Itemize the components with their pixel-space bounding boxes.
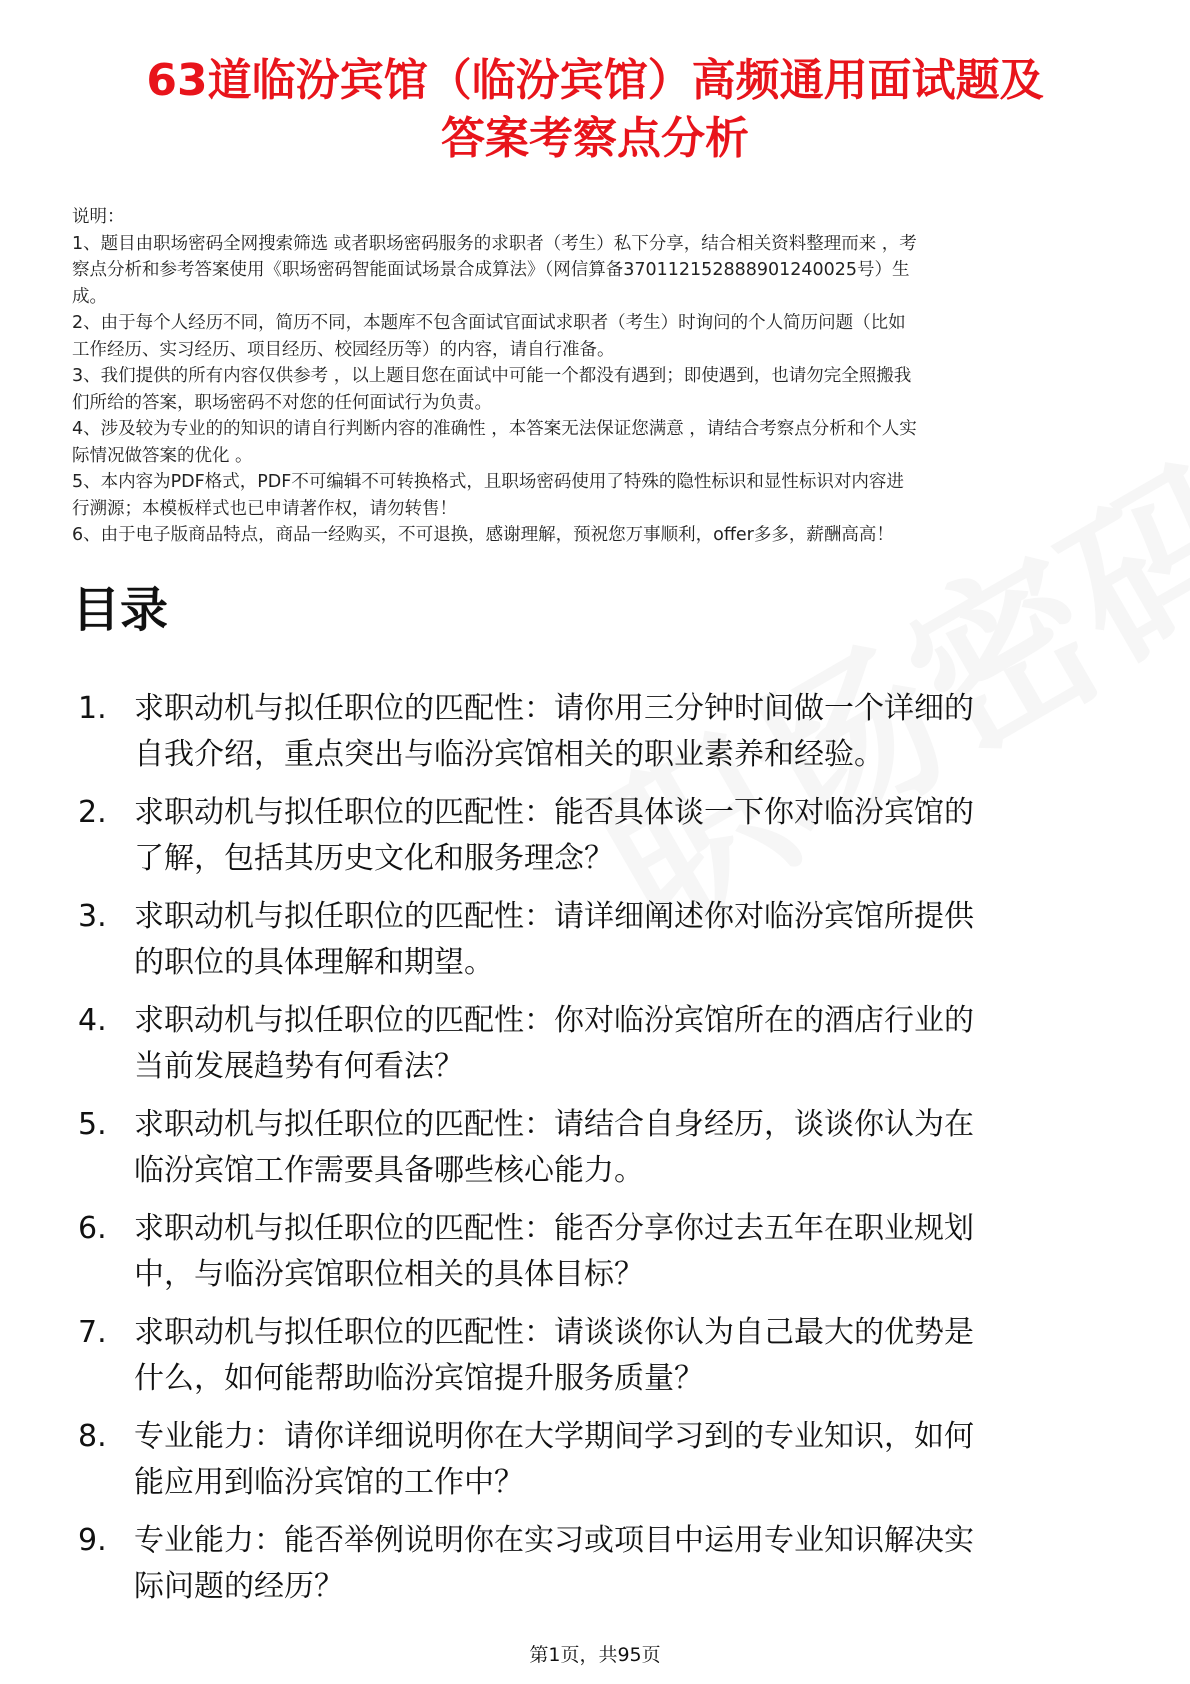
note-line: 工作经历、实习经历、项目经历、校园经历等）的内容，请自行准备。 — [72, 339, 615, 360]
title-line-1: 63道临汾宾馆（临汾宾馆）高频通用面试题及 — [146, 55, 1044, 106]
toc-number: 2. — [78, 795, 107, 830]
toc-number: 9. — [78, 1523, 107, 1558]
toc-item-3[interactable] — [72, 894, 1132, 986]
toc-item-6[interactable] — [72, 1206, 1132, 1298]
toc-text: 求职动机与拟任职位的匹配性：请谈谈你认为自己最大的优势是 什么，如何能帮助临汾宾馆提升服务质量？ — [134, 1315, 974, 1396]
note-line: 说明： — [72, 207, 125, 227]
toc-text: 求职动机与拟任职位的匹配性：请详细阐述你对临汾宾馆所提供 的职位的具体理解和期望。 — [134, 899, 974, 980]
note-line: 6、由于电子版商品特点，商品一经购买，不可退换，感谢理解，预祝您万事顺利，offer多多，薪酬高高！ — [72, 525, 894, 545]
note-line: 4、涉及较为专业的的知识的请自行判断内容的准确性 ，本答案无法保证您满意 ，请结合考察点分析和个人实 — [72, 419, 917, 439]
note-line: 1、题目由职场密码全网搜索筛选 或者职场密码服务的求职者（考生）私下分享，结合相关资料整理而来 ，考 — [72, 233, 917, 254]
toc-text: 求职动机与拟任职位的匹配性：能否具体谈一下你对临汾宾馆的 了解，包括其历史文化和服务理念？ — [134, 795, 974, 876]
toc-text: 专业能力：能否举例说明你在实习或项目中运用专业知识解决实 际问题的经历？ — [134, 1523, 974, 1604]
note-line: 成。 — [72, 286, 107, 307]
document-title — [60, 52, 1130, 168]
toc-heading: 目录 — [72, 582, 169, 638]
page-footer: 第1页，共95页 — [529, 1644, 661, 1666]
note-line: 际情况做答案的优化 。 — [72, 445, 253, 466]
toc-text: 求职动机与拟任职位的匹配性：能否分享你过去五年在职业规划 中，与临汾宾馆职位相关的具体目标？ — [134, 1211, 974, 1292]
toc-item-9[interactable] — [72, 1518, 1132, 1610]
toc-number: 4. — [78, 1003, 107, 1038]
title-line-2: 答案考察点分析 — [441, 113, 749, 164]
toc-item-1[interactable] — [72, 686, 1132, 778]
toc-number: 1. — [78, 691, 107, 726]
toc-text: 专业能力：请你详细说明你在大学期间学习到的专业知识，如何 能应用到临汾宾馆的工作中？ — [134, 1419, 974, 1500]
toc-number: 5. — [78, 1107, 107, 1142]
toc-number: 6. — [78, 1211, 107, 1246]
toc-text: 求职动机与拟任职位的匹配性：请结合自身经历，谈谈你认为在 临汾宾馆工作需要具备哪些核心能力。 — [134, 1107, 974, 1188]
toc-item-4[interactable] — [72, 998, 1132, 1090]
toc-text: 求职动机与拟任职位的匹配性：你对临汾宾馆所在的酒店行业的 当前发展趋势有何看法？ — [134, 1003, 974, 1084]
note-line: 们所给的答案，职场密码不对您的任何面试行为负责。 — [72, 392, 492, 413]
note-line: 5、本内容为PDF格式，PDF不可编辑不可转换格式，且职场密码使用了特殊的隐性标识和显性标识对内容进 — [72, 472, 904, 492]
toc-text: 求职动机与拟任职位的匹配性：请你用三分钟时间做一个详细的 自我介绍，重点突出与临汾宾馆相关的职业素养和经验。 — [134, 691, 974, 772]
toc-item-2[interactable] — [72, 790, 1132, 882]
toc-number: 3. — [78, 899, 107, 934]
toc-number: 8. — [78, 1419, 107, 1454]
note-line: 察点分析和参考答案使用《职场密码智能面试场景合成算法》（网信算备370112152888901240025号）生 — [72, 260, 910, 280]
toc-item-8[interactable] — [72, 1414, 1132, 1506]
toc-item-5[interactable] — [72, 1102, 1132, 1194]
toc-number: 7. — [78, 1315, 107, 1350]
toc-item-7[interactable] — [72, 1310, 1132, 1402]
note-line: 3、我们提供的所有内容仅供参考 ，以上题目您在面试中可能一个都没有遇到；即使遇到，也请勿完全照搬我 — [72, 366, 912, 386]
disclaimer-notes — [72, 204, 1122, 549]
note-line: 2、由于每个人经历不同，简历不同，本题库不包含面试官面试求职者（考生）时询问的个人简历问题（比如 — [72, 313, 906, 333]
note-line: 行溯源；本模板样式也已申请著作权，请勿转售！ — [72, 498, 457, 519]
table-of-contents — [72, 686, 1132, 1622]
